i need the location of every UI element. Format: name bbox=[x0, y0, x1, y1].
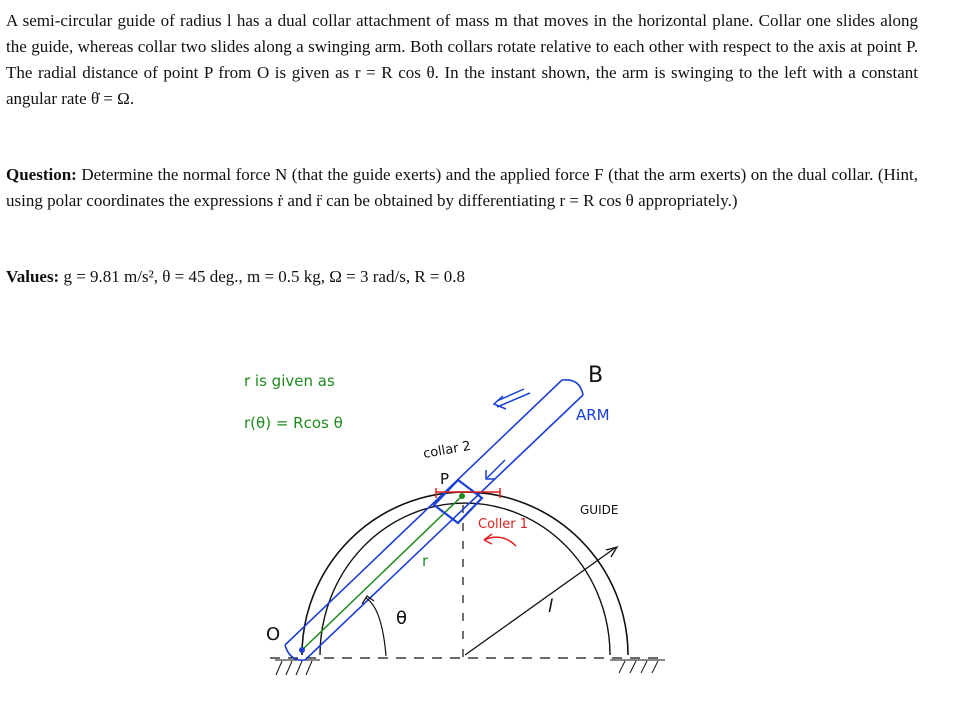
label-theta: θ bbox=[396, 608, 408, 629]
values-label: Values: bbox=[6, 267, 60, 286]
guide-inner-arc bbox=[320, 503, 610, 655]
label-O: O bbox=[266, 624, 281, 645]
label-l: l bbox=[548, 596, 554, 617]
label-guide: GUIDE bbox=[580, 503, 619, 517]
label-collar-1: Coller 1 bbox=[478, 517, 529, 532]
theta-arc bbox=[366, 598, 386, 656]
question-label: Question: bbox=[6, 165, 77, 184]
problem-statement: A semi-circular guide of radius l has a dual collar attachment of mass m that moves in the horizontal plane. Collar one slides along the guide, whereas collar two slides along a swinging arm. Both collars rotate relative to each other with respect to the axis at point P. The radial distance of point P from O is given as r = R cos θ. In the instant shown, the arm is swinging to the left with a constant angular rate θ̇ = Ω. bbox=[6, 11, 918, 108]
label-P: P bbox=[440, 470, 450, 488]
label-r: r bbox=[422, 552, 429, 570]
values-text: g = 9.81 m/s², θ = 45 deg., m = 0.5 kg, Ω = 3 rad/s, R = 0.8 bbox=[63, 267, 465, 286]
ground-hatch-right bbox=[610, 660, 665, 673]
note-line-2: r(θ) = Rcos θ bbox=[244, 414, 343, 432]
point-O-dot bbox=[299, 647, 305, 653]
label-B: B bbox=[588, 363, 604, 388]
radius-arrowhead bbox=[606, 547, 617, 557]
radius-line bbox=[465, 548, 615, 655]
question-text: Determine the normal force N (that the guide exerts) and the applied force F (that the arm exerts) on the dual collar. (Hint, using polar coordinates the expressions ṙ and r̈ can be obtained by differentiating r = R cos θ appropriately.) bbox=[6, 165, 918, 210]
ground-hatch-left bbox=[275, 660, 320, 675]
point-P-dot bbox=[459, 493, 465, 499]
label-collar-2: collar 2 bbox=[422, 438, 473, 462]
label-arm: ARM bbox=[576, 406, 610, 424]
note-line-1: r is given as bbox=[244, 372, 335, 390]
